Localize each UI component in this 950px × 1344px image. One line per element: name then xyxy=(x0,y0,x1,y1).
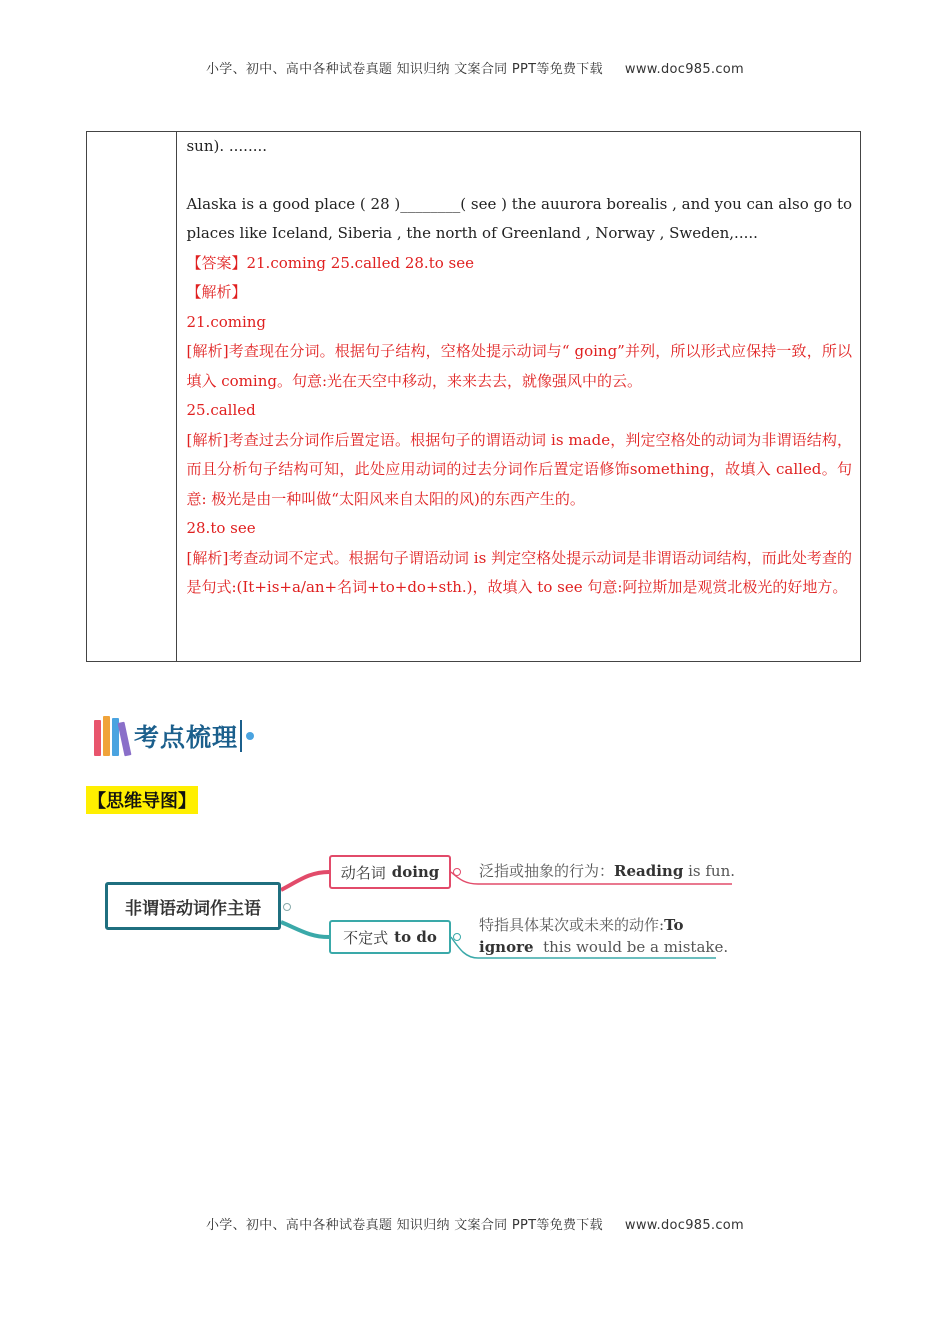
section-title: 考点梳理 xyxy=(134,723,239,752)
analysis-title: 【解析】 xyxy=(186,283,247,301)
connector-gerund xyxy=(281,872,329,890)
gerund-name: 动名词 xyxy=(340,863,386,882)
mindmap-node-gerund[interactable] xyxy=(329,855,451,889)
infinitive-name: 不定式 xyxy=(343,928,389,947)
header-text: 小学、初中、高中各种试卷真题 知识归纳 文案合同 PPT等免费下载 xyxy=(205,62,603,77)
passage-line: sun). ........ xyxy=(186,137,268,155)
mindmap-node-infinitive[interactable] xyxy=(329,920,451,954)
note-bold: ignore xyxy=(479,938,534,956)
mindmap-root[interactable]: 非谓语动词作主语 xyxy=(105,882,281,930)
analysis-item-label: 28.to see xyxy=(186,519,256,537)
footer-url[interactable]: www.doc985.com xyxy=(624,1218,745,1233)
answer-title: 【答案】21.coming 25.called 28.to see xyxy=(186,253,474,272)
header-url[interactable]: www.doc985.com xyxy=(624,62,745,77)
note-rest: is fun. xyxy=(683,862,736,880)
passage-line: Alaska is a good place ( 28 )________( see ) the auurora borealis , and you can also go to xyxy=(186,194,852,213)
infinitive-form: to do xyxy=(394,928,437,946)
note-prefix: 特指具体某次或未来的动作: xyxy=(479,916,665,934)
analysis-item-label: 25.called xyxy=(186,401,256,419)
note-prefix: 泛指或抽象的行为： xyxy=(479,862,615,880)
analysis-item-text: [解析]考查过去分词作后置定语。根据句子的谓语动词 is made，判定空格处的动词为非谓语结构，而且分析句子结构可知，此处应用动词的过去分词作后置定语修饰something，故填入 called。句意: 极光是由一种叫做“太阳风来自太阳的风)的东西产生的。 xyxy=(186,430,852,508)
gerund-form: doing xyxy=(391,863,440,881)
analysis-item-text: [解析]考查动词不定式。根据句子谓语动词 is 判定空格处提示动词是非谓语动词结构，而此处考查的是句式:(It+is+a/an+名词+to+do+sth.)，故填入 to see 句意:阿拉斯加是观赏北极光的好地方。 xyxy=(186,548,852,596)
collapse-icon[interactable] xyxy=(283,903,291,911)
passage-line: places like Iceland, Siberia , the north of Greenland , Norway , Sweden,..... xyxy=(186,224,758,242)
mindmap-note-infinitive xyxy=(479,914,728,958)
collapse-icon[interactable] xyxy=(453,933,461,941)
mindmap-label: 【思维导图】 xyxy=(86,786,198,814)
mindmap-note-gerund xyxy=(479,860,735,882)
analysis-item-text: [解析]考查现在分词。根据句子结构，空格处提示动词与“ going”并列，所以形式应保持一致，所以填入 coming。句意:光在天空中移动，来来去去，就像强风中的云。 xyxy=(186,342,852,390)
footer-text: 小学、初中、高中各种试卷真题 知识归纳 文案合同 PPT等免费下载 xyxy=(205,1218,603,1233)
note-bold: Reading xyxy=(614,862,684,880)
collapse-icon[interactable] xyxy=(453,868,461,876)
connector-infinitive xyxy=(281,922,329,937)
note-bold: To xyxy=(664,916,684,934)
note-rest: this would be a mistake. xyxy=(533,938,729,956)
analysis-item-label: 21.coming xyxy=(186,312,267,331)
page-footer xyxy=(0,1214,950,1233)
